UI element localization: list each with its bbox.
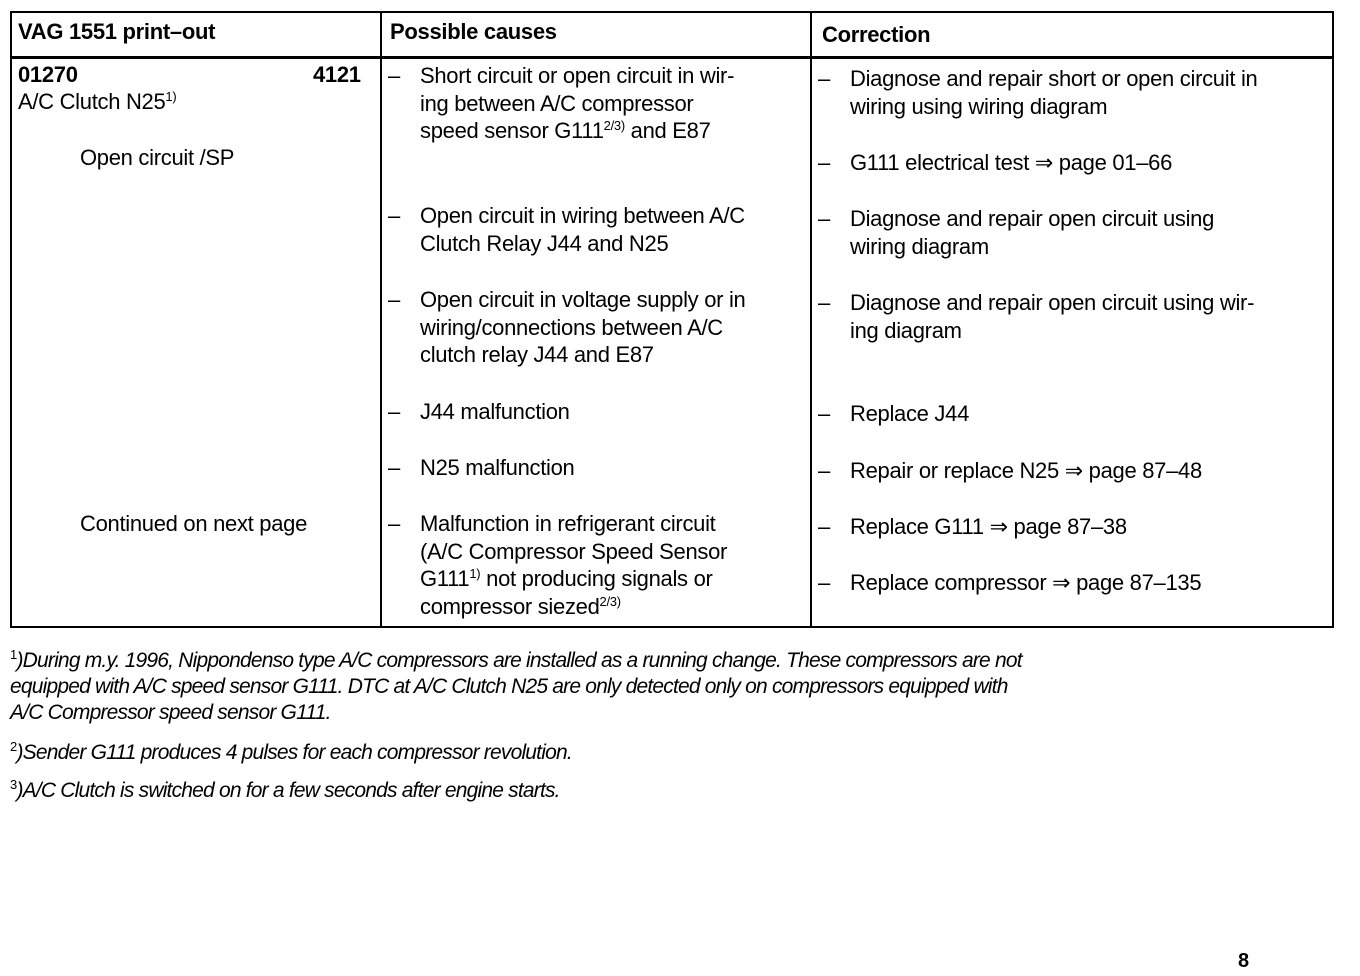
dash-bullet: – <box>818 514 830 539</box>
footnote-line <box>10 700 1022 726</box>
text: Diagnose and repair short or open circuit in <box>850 66 1258 91</box>
text-line <box>420 593 727 621</box>
text: Malfunction in refrigerant circuit <box>420 511 716 536</box>
text: Open circuit in voltage supply or in <box>420 287 746 312</box>
footnote-line <box>10 740 572 766</box>
footnote-ref: 1) <box>165 89 177 104</box>
dash-bullet: – <box>818 206 830 231</box>
fault-value: 4121 <box>313 62 361 87</box>
text: wiring/connections between A/C <box>420 314 723 340</box>
text: equipped with A/C speed sensor G111. DTC at A/C Clutch N25 are only detected only on compressors equipped with <box>10 675 1008 698</box>
footnote-mark: 1 <box>10 647 17 662</box>
dash-bullet: – <box>388 287 400 312</box>
text-line <box>420 202 745 230</box>
text: Replace G111 ⇒ page 87–38 <box>850 514 1127 539</box>
header-correction: Correction <box>822 22 931 47</box>
text: )During m.y. 1996, Nippondenso type A/C compressors are installed as a running change. These compressors are not <box>16 649 1022 672</box>
text: wiring diagram <box>850 233 989 259</box>
text: ing diagram <box>850 317 962 343</box>
dash-bullet: – <box>818 458 830 483</box>
dash-bullet: – <box>818 290 830 315</box>
footnote-mark: 3 <box>10 777 17 792</box>
text: Repair or replace N25 ⇒ page 87–48 <box>850 458 1202 483</box>
text-line <box>420 341 746 369</box>
text: )Sender G111 produces 4 pulses for each compressor revolution. <box>16 741 572 764</box>
component-text: A/C Clutch N25 <box>18 89 166 114</box>
fault-table <box>10 11 1334 628</box>
text: clutch relay J44 and E87 <box>420 342 654 367</box>
text: G111 <box>420 566 470 591</box>
text-line <box>420 90 734 118</box>
dash-bullet: – <box>818 401 830 426</box>
text-line <box>850 317 1254 345</box>
text-line <box>420 230 745 258</box>
footnote-line <box>10 674 1022 700</box>
text-line <box>850 569 1201 597</box>
footnote-line <box>10 648 1022 674</box>
footnote-mark: 2 <box>10 739 17 754</box>
text: (A/C Compressor Speed Sensor <box>420 538 728 564</box>
fault-code: 01270 <box>18 62 78 87</box>
text: Diagnose and repair open circuit using <box>850 206 1215 231</box>
text-line <box>420 286 746 314</box>
text: )A/C Clutch is switched on for a few seconds after engine starts. <box>16 779 560 802</box>
text: A/C Compressor speed sensor G111. <box>10 701 331 724</box>
text: Open circuit in wiring between A/C <box>420 203 745 228</box>
dash-bullet: – <box>818 150 830 175</box>
text: compressor siezed <box>420 593 600 619</box>
footnote <box>10 740 572 766</box>
text-line <box>850 233 1214 261</box>
text: Short circuit or open circuit in wir- <box>420 63 735 88</box>
text-line <box>420 62 734 90</box>
continued-note: Continued on next page <box>80 511 308 536</box>
text-line <box>850 457 1202 485</box>
text-line <box>420 510 727 538</box>
text-line <box>850 149 1172 177</box>
dash-bullet: – <box>388 455 400 480</box>
dash-bullet: – <box>388 399 400 424</box>
dash-bullet: – <box>818 570 830 595</box>
text-line <box>850 65 1257 93</box>
footnote <box>10 778 560 804</box>
dash-bullet: – <box>818 66 830 91</box>
footnote-line <box>10 778 560 804</box>
text-line <box>420 565 727 593</box>
text: Clutch Relay J44 and N25 <box>420 230 669 256</box>
text: Replace J44 <box>850 401 969 426</box>
text-line <box>850 400 969 428</box>
column-divider <box>810 13 812 626</box>
text: not producing signals or <box>480 566 713 591</box>
text-line <box>420 398 570 426</box>
text-line <box>850 289 1254 317</box>
page-number: 8 <box>1238 950 1250 972</box>
text: J44 malfunction <box>420 399 570 424</box>
text-line <box>420 314 746 342</box>
fault-component <box>18 88 176 116</box>
dash-bullet: – <box>388 203 400 228</box>
footnote-ref: 2/3) <box>603 118 625 133</box>
header-printout: VAG 1551 print–out <box>18 19 216 44</box>
footnote-ref: 1) <box>469 566 481 581</box>
text-line <box>850 93 1257 121</box>
text: Diagnose and repair open circuit using wir- <box>850 290 1255 315</box>
text: Replace compressor ⇒ page 87–135 <box>850 570 1202 595</box>
dash-bullet: – <box>388 63 400 88</box>
text-line <box>420 538 727 566</box>
text: N25 malfunction <box>420 455 575 480</box>
footnote <box>10 648 1022 726</box>
footnote-ref: 2/3) <box>599 593 621 609</box>
text-line <box>420 454 574 482</box>
text: G111 electrical test ⇒ page 01–66 <box>850 150 1173 175</box>
text: wiring using wiring diagram <box>850 93 1108 119</box>
header-causes: Possible causes <box>390 19 557 44</box>
header-divider <box>12 56 1332 59</box>
text: speed sensor G111 <box>420 118 604 143</box>
text: and E87 <box>624 118 711 143</box>
column-divider <box>380 13 382 626</box>
text-line <box>850 205 1214 233</box>
text-line <box>850 513 1127 541</box>
text-line <box>420 117 734 145</box>
fault-type: Open circuit /SP <box>80 145 235 170</box>
dash-bullet: – <box>388 511 400 536</box>
text: ing between A/C compressor <box>420 90 694 116</box>
